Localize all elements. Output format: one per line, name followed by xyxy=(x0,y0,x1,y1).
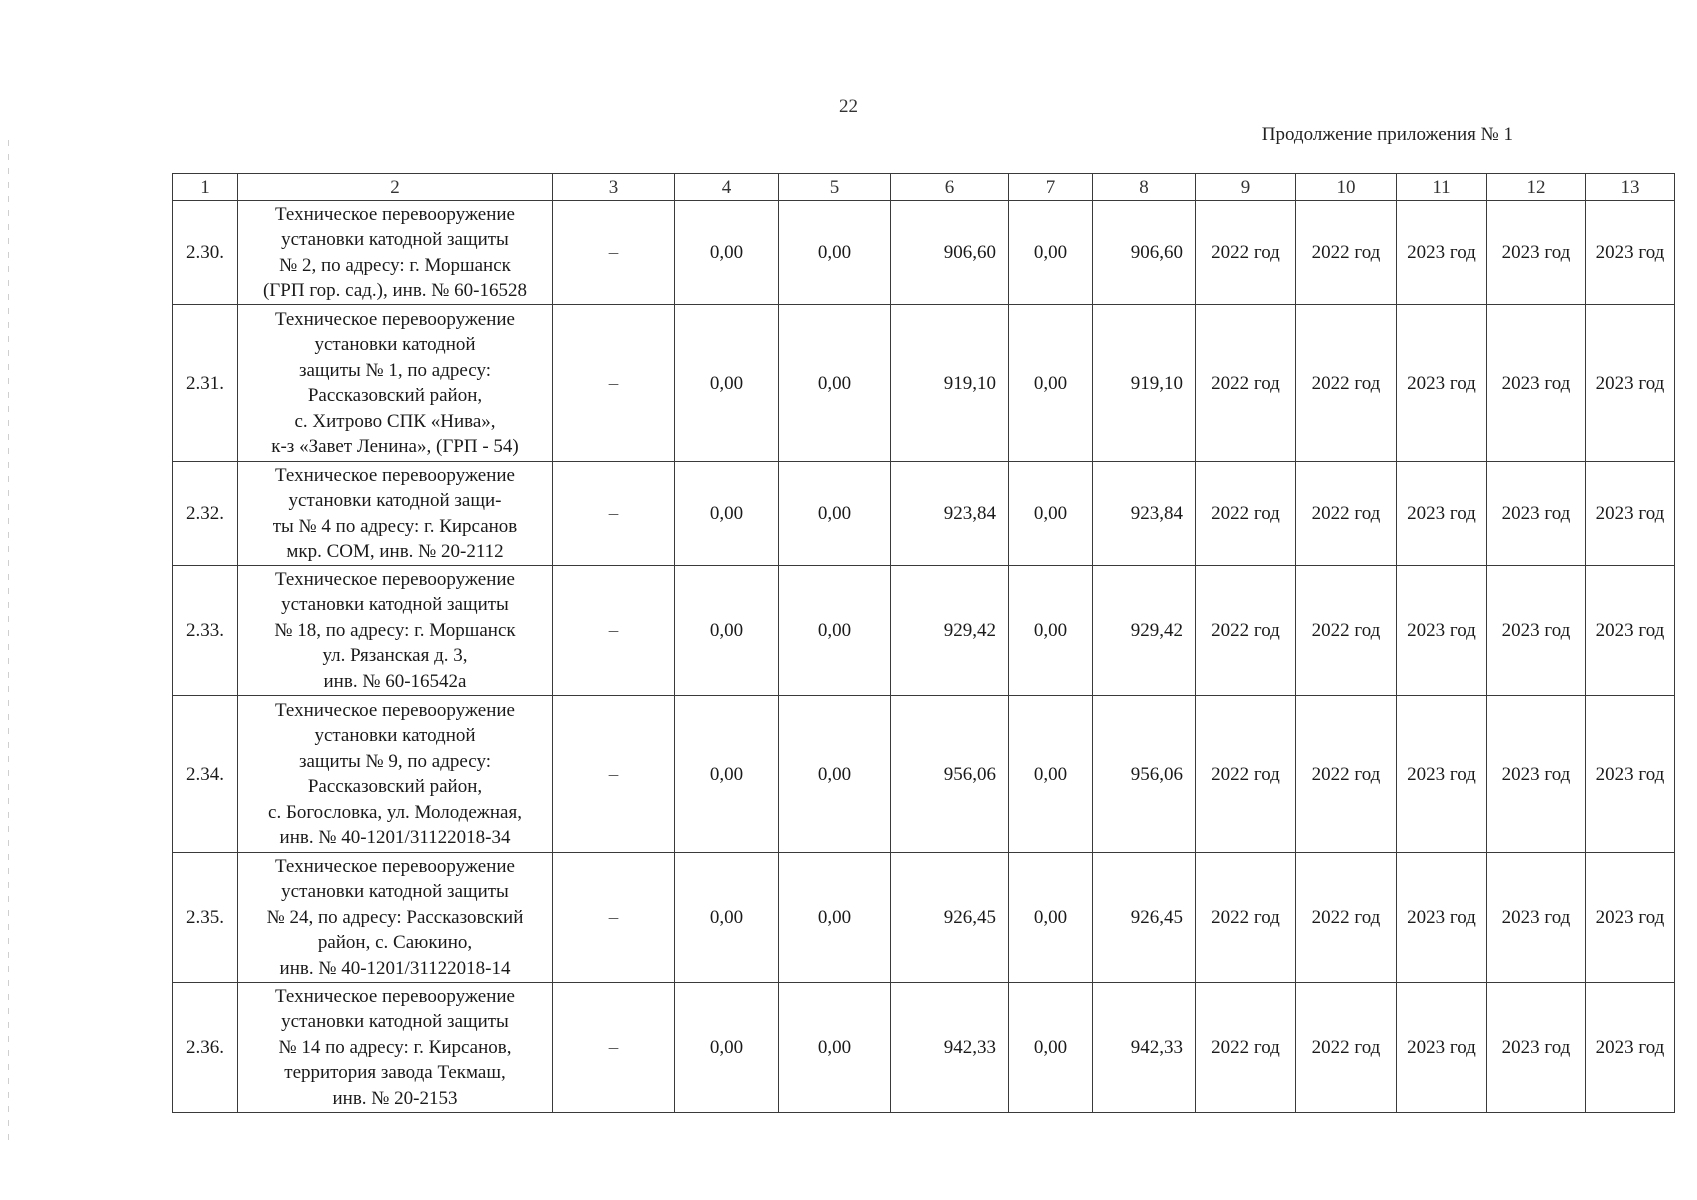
table-row xyxy=(173,566,1675,696)
column-header-12: 12 xyxy=(1487,174,1586,201)
description-line: установки катодной защи- xyxy=(288,490,502,511)
cell-col8: 923,84 xyxy=(1093,462,1196,566)
cell-col13: 2023 год xyxy=(1586,305,1675,462)
column-header-8: 8 xyxy=(1093,174,1196,201)
cell-col6: 929,42 xyxy=(891,566,1009,696)
cell-col6: 919,10 xyxy=(891,305,1009,462)
row-description xyxy=(238,566,553,696)
cell-col6: 906,60 xyxy=(891,201,1009,305)
cell-col10: 2022 год xyxy=(1296,566,1397,696)
cell-col8: 919,10 xyxy=(1093,305,1196,462)
cell-col7: 0,00 xyxy=(1009,853,1093,983)
cell-col3: – xyxy=(553,201,675,305)
cell-col12: 2023 год xyxy=(1487,696,1586,853)
description-line: установки катодной защиты xyxy=(281,229,509,250)
cell-col13: 2023 год xyxy=(1586,566,1675,696)
column-header-5: 5 xyxy=(779,174,891,201)
cell-col7: 0,00 xyxy=(1009,566,1093,696)
cell-col5: 0,00 xyxy=(779,305,891,462)
cell-col12: 2023 год xyxy=(1487,305,1586,462)
cell-col6: 923,84 xyxy=(891,462,1009,566)
cell-col12: 2023 год xyxy=(1487,462,1586,566)
description-line: инв. № 40-1201/31122018-14 xyxy=(279,957,511,979)
cell-col10: 2022 год xyxy=(1296,983,1397,1113)
cell-col7: 0,00 xyxy=(1009,305,1093,462)
cell-col5: 0,00 xyxy=(779,462,891,566)
table-row xyxy=(173,853,1675,983)
table-row xyxy=(173,696,1675,853)
annex-caption: Продолжение приложения № 1 xyxy=(1261,124,1513,145)
description-line: № 24, по адресу: Рассказовский xyxy=(266,906,524,928)
cell-col9: 2022 год xyxy=(1196,853,1296,983)
cell-col5: 0,00 xyxy=(779,201,891,305)
table-header-row xyxy=(173,174,1675,201)
cell-col12: 2023 год xyxy=(1487,983,1586,1113)
cell-col11: 2023 год xyxy=(1397,566,1487,696)
row-description xyxy=(238,853,553,983)
cell-col10: 2022 год xyxy=(1296,853,1397,983)
cell-col4: 0,00 xyxy=(675,853,779,983)
column-header-10: 10 xyxy=(1296,174,1397,201)
cell-col5: 0,00 xyxy=(779,696,891,853)
cell-col13: 2023 год xyxy=(1586,462,1675,566)
column-header-2: 2 xyxy=(238,174,553,201)
table-row xyxy=(173,201,1675,305)
cell-col4: 0,00 xyxy=(675,696,779,853)
description-line: защиты № 1, по адресу: xyxy=(298,359,492,381)
cell-col6: 942,33 xyxy=(891,983,1009,1113)
cell-col4: 0,00 xyxy=(675,462,779,566)
description-line: Техническое перевооружение xyxy=(275,699,515,721)
column-header-6: 6 xyxy=(891,174,1009,201)
cell-col8: 956,06 xyxy=(1093,696,1196,853)
cell-col8: 906,60 xyxy=(1093,201,1196,305)
cell-col4: 0,00 xyxy=(675,201,779,305)
cell-col5: 0,00 xyxy=(779,853,891,983)
cell-col7: 0,00 xyxy=(1009,983,1093,1113)
table-row xyxy=(173,983,1675,1113)
description-line: инв. № 20-2153 xyxy=(332,1087,458,1109)
cell-col4: 0,00 xyxy=(675,983,779,1113)
description-line: установки катодной xyxy=(314,334,476,355)
cell-col11: 2023 год xyxy=(1397,696,1487,853)
row-description xyxy=(238,305,553,462)
column-header-3: 3 xyxy=(553,174,675,201)
description-line: с. Хитрово СПК «Нива», xyxy=(294,410,496,432)
cell-col3: – xyxy=(553,853,675,983)
cell-col9: 2022 год xyxy=(1196,566,1296,696)
description-line: Техническое перевооружение xyxy=(275,568,515,590)
cell-col6: 926,45 xyxy=(891,853,1009,983)
description-line: с. Богословка, ул. Молодежная, xyxy=(268,801,522,823)
table-body xyxy=(173,201,1675,1113)
description-line: Рассказовский район, xyxy=(307,776,483,797)
row-number: 2.34. xyxy=(173,696,238,853)
cell-col3: – xyxy=(553,305,675,462)
appendix-table xyxy=(172,173,1675,1113)
cell-col10: 2022 год xyxy=(1296,201,1397,305)
cell-col7: 0,00 xyxy=(1009,462,1093,566)
description-line: район, с. Саюкино, xyxy=(317,932,473,954)
row-number: 2.36. xyxy=(173,983,238,1113)
description-line: к-з «Завет Ленина», (ГРП - 54) xyxy=(271,436,519,457)
column-header-7: 7 xyxy=(1009,174,1093,201)
column-header-11: 11 xyxy=(1397,174,1487,201)
cell-col5: 0,00 xyxy=(779,983,891,1113)
row-number: 2.35. xyxy=(173,853,238,983)
cell-col3: – xyxy=(553,462,675,566)
cell-col6: 956,06 xyxy=(891,696,1009,853)
cell-col11: 2023 год xyxy=(1397,853,1487,983)
cell-col10: 2022 год xyxy=(1296,462,1397,566)
cell-col11: 2023 год xyxy=(1397,983,1487,1113)
row-number: 2.32. xyxy=(173,462,238,566)
row-description xyxy=(238,201,553,305)
cell-col10: 2022 год xyxy=(1296,696,1397,853)
description-line: территория завода Текмаш, xyxy=(284,1062,506,1084)
description-line: мкр. СОМ, инв. № 20-2112 xyxy=(286,541,504,562)
description-line: защиты № 9, по адресу: xyxy=(298,750,492,772)
description-line: (ГРП гор. сад.), инв. № 60-16528 xyxy=(262,280,528,301)
description-line: Рассказовский район, xyxy=(307,385,483,406)
description-line: Техническое перевооружение xyxy=(275,464,515,486)
cell-col4: 0,00 xyxy=(675,305,779,462)
cell-col8: 926,45 xyxy=(1093,853,1196,983)
cell-col8: 929,42 xyxy=(1093,566,1196,696)
description-line: Техническое перевооружение xyxy=(275,855,515,877)
page-number: 22 xyxy=(839,96,858,117)
cell-col12: 2023 год xyxy=(1487,201,1586,305)
cell-col8: 942,33 xyxy=(1093,983,1196,1113)
cell-col12: 2023 год xyxy=(1487,853,1586,983)
cell-col12: 2023 год xyxy=(1487,566,1586,696)
description-line: № 18, по адресу: г. Моршанск xyxy=(274,619,516,641)
column-header-4: 4 xyxy=(675,174,779,201)
description-line: ты № 4 по адресу: г. Кирсанов xyxy=(272,515,518,537)
cell-col9: 2022 год xyxy=(1196,696,1296,853)
description-line: № 14 по адресу: г. Кирсанов, xyxy=(278,1036,512,1058)
row-number: 2.31. xyxy=(173,305,238,462)
column-header-13: 13 xyxy=(1586,174,1675,201)
cell-col11: 2023 год xyxy=(1397,462,1487,566)
cell-col3: – xyxy=(553,983,675,1113)
column-header-1: 1 xyxy=(173,174,238,201)
cell-col11: 2023 год xyxy=(1397,201,1487,305)
cell-col9: 2022 год xyxy=(1196,983,1296,1113)
description-line: установки катодной защиты xyxy=(281,1011,509,1033)
cell-col4: 0,00 xyxy=(675,566,779,696)
table-row xyxy=(173,462,1675,566)
cell-col7: 0,00 xyxy=(1009,696,1093,853)
cell-col3: – xyxy=(553,696,675,853)
cell-col9: 2022 год xyxy=(1196,201,1296,305)
cell-col5: 0,00 xyxy=(779,566,891,696)
cell-col11: 2023 год xyxy=(1397,305,1487,462)
description-line: инв. № 60-16542а xyxy=(323,670,467,692)
column-header-9: 9 xyxy=(1196,174,1296,201)
cell-col13: 2023 год xyxy=(1586,853,1675,983)
cell-col13: 2023 год xyxy=(1586,696,1675,853)
description-line: Техническое перевооружение xyxy=(275,308,515,330)
description-line: инв. № 40-1201/31122018-34 xyxy=(279,827,511,848)
description-line: № 2, по адресу: г. Моршанск xyxy=(279,254,511,276)
cell-col9: 2022 год xyxy=(1196,462,1296,566)
row-description xyxy=(238,696,553,853)
table-row xyxy=(173,305,1675,462)
cell-col9: 2022 год xyxy=(1196,305,1296,462)
description-line: Техническое перевооружение xyxy=(275,203,515,225)
description-line: ул. Рязанская д. 3, xyxy=(322,645,468,667)
description-line: Техническое перевооружение xyxy=(275,985,515,1007)
scan-edge-mark xyxy=(8,140,9,1140)
description-line: установки катодной защиты xyxy=(281,594,509,616)
row-description xyxy=(238,462,553,566)
row-number: 2.30. xyxy=(173,201,238,305)
description-line: установки катодной защиты xyxy=(281,881,509,903)
cell-col13: 2023 год xyxy=(1586,983,1675,1113)
description-line: установки катодной xyxy=(314,725,476,746)
cell-col10: 2022 год xyxy=(1296,305,1397,462)
cell-col13: 2023 год xyxy=(1586,201,1675,305)
row-number: 2.33. xyxy=(173,566,238,696)
row-description xyxy=(238,983,553,1113)
cell-col3: – xyxy=(553,566,675,696)
cell-col7: 0,00 xyxy=(1009,201,1093,305)
